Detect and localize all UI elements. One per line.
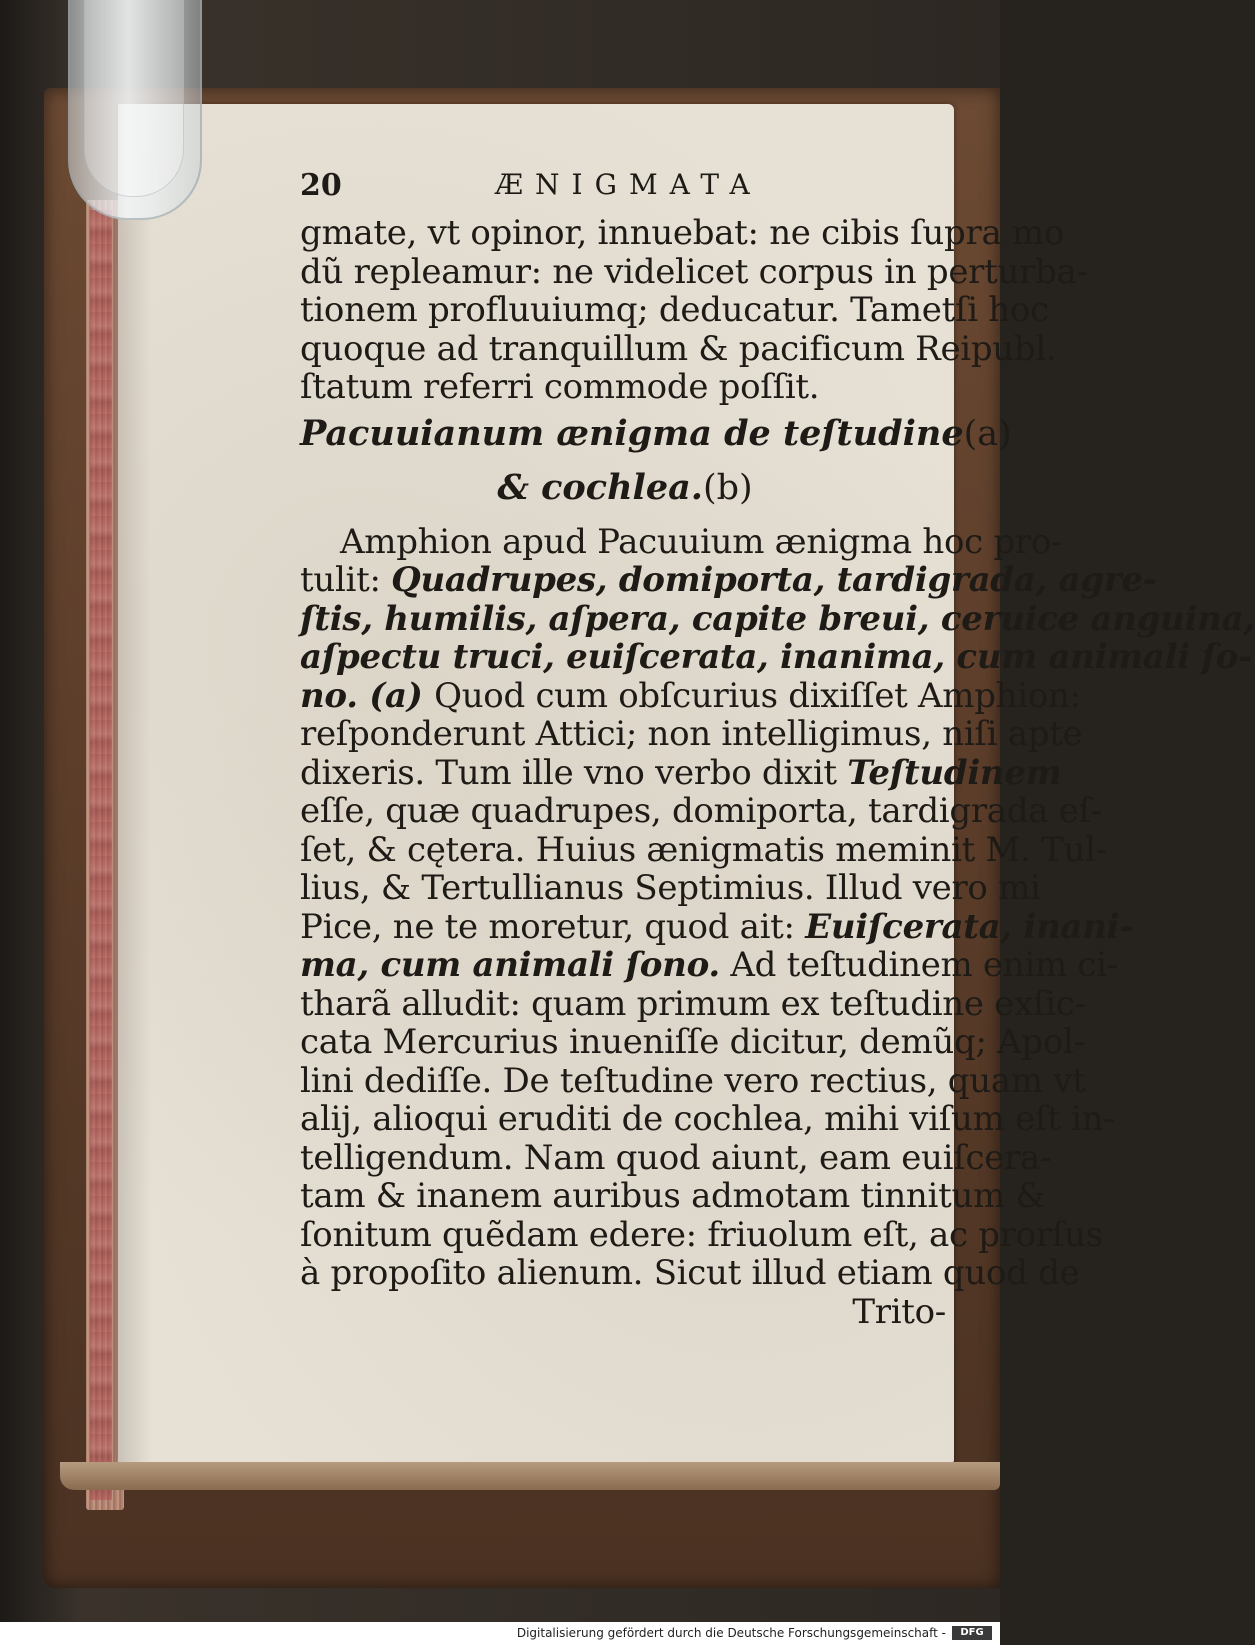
digitization-footer: [0, 1622, 1000, 1645]
footnote-mark: (b): [702, 467, 753, 508]
heading-text: & cochlea.: [497, 466, 703, 508]
text-line: [300, 945, 1118, 985]
text-line: eſſe, quæ quadrupes, domiporta, tardigrada eſ-: [300, 791, 1102, 831]
text-line: à propoſito alienum. Sicut illud etiam quod de: [300, 1253, 1080, 1293]
text-line: [300, 675, 1081, 716]
dfg-logo: DFG: [952, 1626, 992, 1640]
heading-text: Pacuuianum ænigma de teſtudine: [300, 412, 964, 454]
book-bottom-edge: [60, 1462, 1000, 1490]
text-line: cata Mercurius inueniſſe dicitur, demũq; Apol-: [300, 1022, 1085, 1062]
text-line: ſonitum quẽdam edere: friuolum eſt, ac prorſus: [300, 1214, 1103, 1255]
text-line: telligendum. Nam quod aiunt, eam euiſcera-: [300, 1137, 1052, 1178]
running-title: ÆNIGMATA: [495, 168, 762, 201]
text-line: tharã alludit: quam primum ex teſtudine exſic-: [300, 983, 1086, 1024]
riddle-text: Quadrupes, domiporta, tardigrada, agre-: [391, 560, 1157, 600]
text-line: lius, & Tertullianus Septimius. Illud vero mi: [300, 868, 1041, 908]
section-heading: [300, 407, 1012, 515]
text-span: Quod cum obſcurius dixiſſet Amphion:: [434, 675, 1081, 716]
heading-line: [300, 407, 1012, 461]
text-span: Ad teſtudinem enim ci-: [719, 945, 1118, 985]
page-text: [300, 168, 1255, 1332]
page-header: [300, 168, 950, 214]
text-line: [300, 906, 1134, 947]
paragraph-continued: [300, 213, 1088, 407]
text-line: tam & inanem auribus admotam tinnitum &: [300, 1176, 1046, 1216]
text-line: gmate, vt opinor, innuebat: ne cibis ſupra mo: [300, 213, 1065, 253]
text-line: quoque ad tranquillum & pacificum Reipubl.: [300, 328, 1057, 369]
riddle-text: aſpectu truci, euiſcerata, inanima, cum animali ſo-: [300, 637, 1252, 677]
text-span: tulit:: [300, 560, 392, 600]
text-line: reſponderunt Attici; non intelligimus, niſi apte: [300, 714, 1083, 754]
riddle-text: no. (a): [300, 675, 435, 716]
paragraph-amphion: [300, 521, 1255, 1332]
riddle-text: ſtis, humilis, aſpera, capite breui, ceruice anguina,: [300, 598, 1255, 639]
riddle-quote: Euiſcerata, inani-: [805, 906, 1134, 947]
footer-credit: Digitalisierung gefördert durch die Deutsche Forschungsgemeinschaft -: [516, 1626, 946, 1640]
text-line: tionem profluuiumq; deducatur. Tametſi hoc: [300, 290, 1049, 330]
glass-page-clip-inner: [84, 0, 184, 197]
footnote-mark: (a): [963, 413, 1012, 454]
italic-word: Teſtudinem: [847, 752, 1062, 793]
text-line: Amphion apud Pacuuium ænigma hoc pro-: [340, 521, 1063, 562]
heading-line: [300, 461, 950, 515]
text-line: ſet, & cętera. Huius ænigmatis meminit M. Tul-: [300, 829, 1107, 870]
catchword: Trito-: [852, 1291, 946, 1332]
text-line: [300, 752, 1062, 793]
text-line: ſtatum referri commode poſſit.: [300, 367, 820, 407]
text-line: alij, alioqui eruditi de cochlea, mihi viſum eſt in-: [300, 1099, 1115, 1139]
text-line: dũ repleamur: ne videlicet corpus in perturba-: [300, 251, 1088, 292]
page-number: 20: [300, 168, 342, 203]
text-span: Pice, ne te moretur, quod ait:: [300, 906, 806, 947]
text-line: [300, 560, 1157, 600]
text-span: dixeris. Tum ille vno verbo dixit: [300, 752, 848, 793]
text-line: lini dediſſe. De teſtudine vero rectius, quam vt: [300, 1060, 1086, 1101]
red-edge-marbling: [90, 210, 112, 1500]
riddle-quote: ma, cum animali ſono.: [300, 945, 720, 985]
